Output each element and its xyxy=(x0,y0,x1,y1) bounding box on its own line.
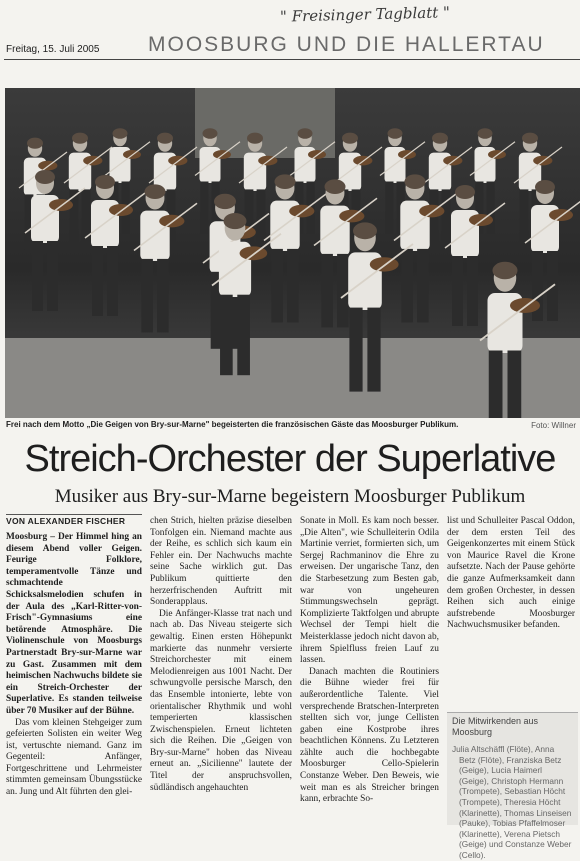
article-column-4 xyxy=(447,516,575,632)
article-column-1 xyxy=(6,532,142,799)
article-column-3 xyxy=(300,516,439,806)
participants-title: Die Mitwirkenden aus Moosburg xyxy=(452,716,539,737)
paragraph: Sonate in Moll. Es kam noch besser. „Die Alten", wie Schulleiterin Odila Martinie verriet, formierten sich, um Sergej Rachmaninov die Ehre zu erweisen. Der ungarische Tanz, den die Starbesetzung zum Besten gab, war von ungeheuren Stimmungswechseln geprägt. Komplizierte Taktfolgen und abrupte Wechsel der Tempi hielt die Meisterklasse jedoch nicht davon ab, ihrem Spielfluss freien Lauf zu lassen. xyxy=(300,516,439,666)
paragraph: list und Schulleiter Pascal Oddon, der dem ersten Teil des Geigenkonzertes mit einem Stück von Maurice Ravel die Krone aufsetzte. Nach der Pause gehörte die ganze Aufmerksamkeit dann dem großen Orchester, in dessen Reihen sich auch einige aufstrebende Moosburger Nachwuchsmusiker befanden. xyxy=(447,516,575,631)
handwritten-source-note: " Freisinger Tagblatt " xyxy=(279,3,451,26)
header-rule xyxy=(4,59,580,60)
orchestra-photo-image xyxy=(5,88,580,418)
section-title: MOOSBURG UND DIE HALLERTAU xyxy=(148,33,545,56)
photo-caption: Frei nach dem Motto „Die Geigen von Bry-sur-Marne" begeisterten die französischen Gäste das Moosburger Publikum. xyxy=(6,420,459,429)
article-byline: VON ALEXANDER FISCHER xyxy=(6,514,142,526)
article-column-2 xyxy=(150,516,292,794)
issue-date: Freitag, 15. Juli 2005 xyxy=(6,44,100,55)
article-subheadline: Musiker aus Bry-sur-Marne begeistern Moosburger Publikum xyxy=(54,486,526,507)
participants-box xyxy=(447,712,578,860)
article-headline: Streich-Orchester der Superlative xyxy=(24,438,556,480)
photo-credit: Foto: Willner xyxy=(531,421,576,430)
participants-list: Julia Altschäffl (Flöte), Anna Betz (Flöte), Franziska Betz (Geige), Lucia Haimerl (Geige), Christoph Hermann (Trompete), Sebastian Höcht (Trompete), Theresia Höcht (Klarinette), Thomas Linseisen (Pauke), Tobias Pfaffelmoser (Klarinette), Verena Pietsch (Geige) und Constanze Weber (Cello). xyxy=(452,744,572,860)
paragraph: Die Anfänger-Klasse trat nach und nach ab. Das Niveau steigerte sich gewaltig. Einen ersten Höhepunkt markierte das nunmehr versierte Streichorchester mit einem Melodienreigen aus 1001 Nacht. Der schwungvolle persische Marsch, den das Ensemble intonierte, lebte von orientalischer Rhythmik und wohl temperierten klassischen Zwischenspielen. Erneut lichteten sich die Reihen. Die „Geigen von Bry-sur-Marne" hoben das Niveau erneut an. „Sicilienne" lautete der Titel der anspruchsvollen, südländisch angehauchten xyxy=(150,608,292,793)
lead-paragraph: Moosburg – Der Himmel hing an diesem Abend voller Geigen. Feurige Folklore, temperamentvolle Tänze und schmachtende Schicksalsmelodien schufen in der Aula des „Karl-Ritter-von-Frisch"-Gymnasiums eine betörende Atmosphäre. Die Violinenschule von Moosburgs Partnerstadt Bry-sur-Marne war zu Gast. Zusammen mit dem heimischen Nachwuchs bildete sie ein Streich-Orchester der Superlative. Es standen teilweise über 70 Musiker auf der Bühne. xyxy=(6,532,142,716)
orchestra-photo xyxy=(5,88,580,418)
paragraph: chen Strich, hielten präzise dieselben Tonfolgen ein. Niemand machte aus der Reihe, es schlich sich kaum ein Fehler ein. Der Nachwuchs machte seine Sache wirklich gut. Das Publikum quittierte den herzerfrischenden Auftritt mit Sonderapplaus. xyxy=(150,516,292,608)
paragraph: Das vom kleinen Stehgeiger zum gefeierten Solisten ein weiter Weg ist, vertuschte niemand. Ganz im Gegenteil: Anfänger, Fortgeschrittene und Lehrmeister stimmten gemeinsam Übungsstücke an. Jung und Alt führten den glei- xyxy=(6,717,142,798)
paragraph: Danach machten die Routiniers die Bühne wieder frei für außerordentliche Talente. Viel versprechende Bratschen-Interpreten stellten sich vor, junge Cellisten gaben eine Kostprobe ihres beachtlichen Könnens. Zu Letzteren zählte auch die hochbegabte Moosburger Cello-Spielerin Constanze Weber. Den Beweis, wie weit man es als Streicher bringen kann, erbrachte So- xyxy=(300,666,439,805)
